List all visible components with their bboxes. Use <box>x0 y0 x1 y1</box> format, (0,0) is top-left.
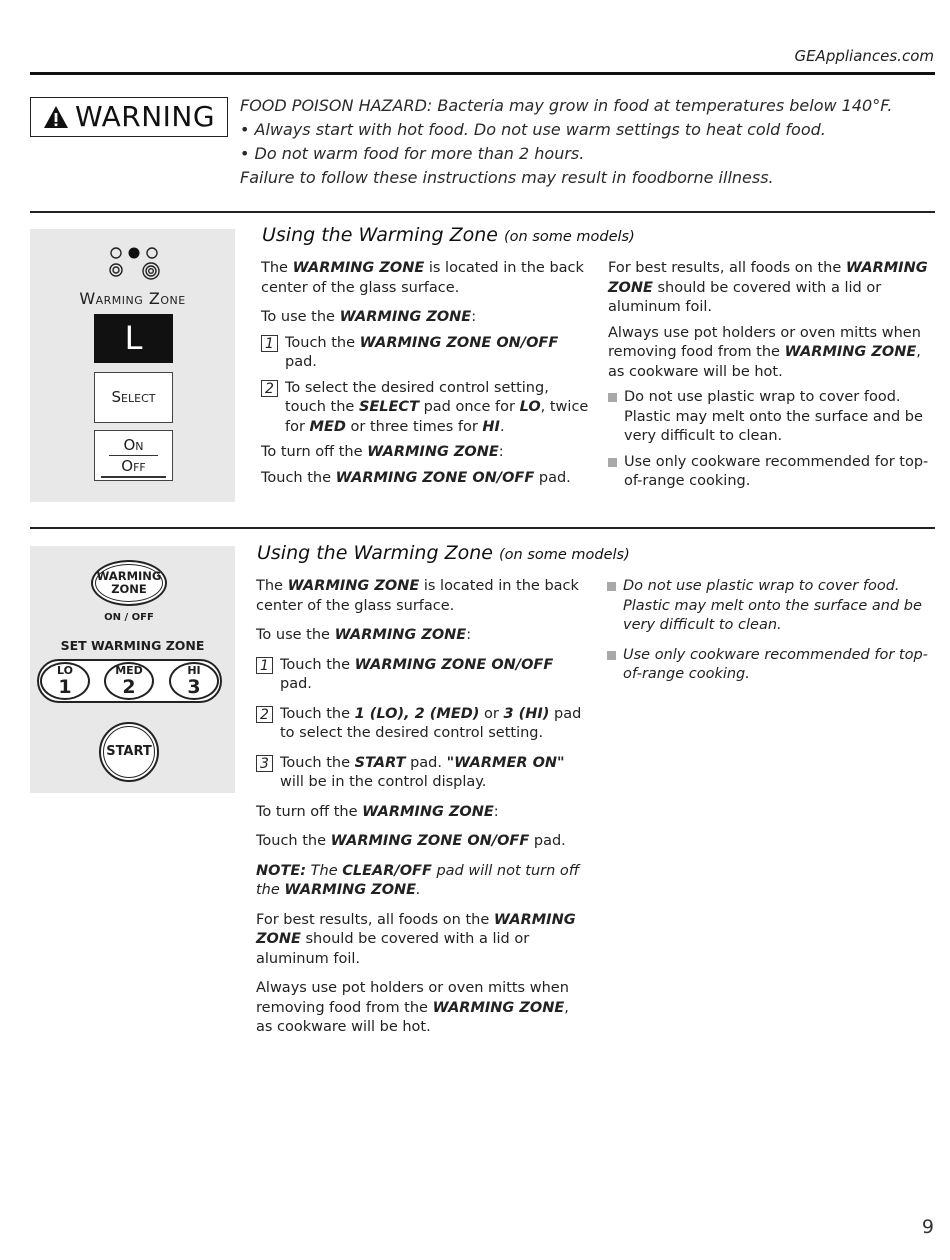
section2-right-column <box>607 577 937 691</box>
heading-text: Using the Warming Zone <box>262 224 498 246</box>
step-number: 3 <box>256 755 273 772</box>
bullet-item: Do not use plastic wrap to cover food. Plastic may melt onto the surface and be very difficult to clean. <box>607 577 937 636</box>
paragraph: To use the WARMING ZONE: <box>256 627 472 643</box>
level-lo-button[interactable]: LO 1 <box>40 662 90 700</box>
on-off-pad[interactable] <box>94 430 173 481</box>
section-heading <box>257 544 630 566</box>
section2-left-column <box>256 577 586 1048</box>
step-item: 1 Touch the WARMING ZONE ON/OFF pad. <box>261 334 591 373</box>
step-number: 2 <box>256 706 273 723</box>
warning-text <box>240 94 935 190</box>
warming-zone-button[interactable] <box>91 560 167 606</box>
warming-zone-label: Warming Zone <box>79 289 186 308</box>
warning-line: Failure to follow these instructions may result in foodborne illness. <box>240 168 774 187</box>
site-url: GEAppliances.com <box>794 47 934 65</box>
on-label: On <box>109 435 158 456</box>
start-button-face: START <box>103 726 155 778</box>
select-pad[interactable]: Select <box>94 372 173 423</box>
paragraph: To use the WARMING ZONE: <box>261 309 477 325</box>
paragraph: Always use pot holders or oven mitts when removing food from the WARMING ZONE, as cookware will be hot. <box>608 324 921 380</box>
paragraph: Always use pot holders or oven mitts when removing food from the WARMING ZONE, as cookware will be hot. <box>256 980 569 1035</box>
note-paragraph: NOTE: The CLEAR/OFF pad will not turn off the WARMING ZONE. <box>256 862 580 898</box>
bullet-square <box>608 458 617 467</box>
page-number: 9 <box>921 1216 934 1238</box>
off-label: Off <box>101 456 166 478</box>
step-item: 2 To select the desired control setting, touch the SELECT pad once for LO, twice for MED or three times for HI. <box>261 379 591 438</box>
burner-indicator-icon <box>108 246 160 280</box>
section-heading <box>262 226 635 248</box>
section-divider <box>30 211 935 213</box>
control-display: L <box>94 314 173 363</box>
section1-left-column <box>261 259 591 498</box>
level-hi-button[interactable]: HI 3 <box>169 662 219 700</box>
paragraph: For best results, all foods on the WARMING ZONE should be covered with a lid or aluminum foil. <box>608 260 928 315</box>
heading-sub: (on some models) <box>499 547 630 563</box>
warning-line: • Always start with hot food. Do not use warm settings to heat cold food. <box>240 120 826 139</box>
heading-sub: (on some models) <box>504 229 635 245</box>
step-number: 1 <box>256 657 273 674</box>
warning-line: FOOD POISON HAZARD: Bacteria may grow in food at temperatures below 140°F. <box>240 96 893 115</box>
paragraph: To turn off the WARMING ZONE: <box>256 803 499 820</box>
bullet-item: Do not use plastic wrap to cover food. Plastic may melt onto the surface and be very difficult to clean. <box>608 388 938 447</box>
warning-line: • Do not warm food for more than 2 hours. <box>240 144 585 163</box>
bullet-square <box>607 582 616 591</box>
section1-right-column <box>608 259 938 498</box>
paragraph: The WARMING ZONE is located in the back center of the glass surface. <box>256 578 579 614</box>
level-med-button[interactable]: MED 2 <box>104 662 154 700</box>
step-item: 3 Touch the START pad. "WARMER ON" will be in the control display. <box>256 754 586 793</box>
heading-text: Using the Warming Zone <box>257 542 493 564</box>
bullet-square <box>607 651 616 660</box>
paragraph: Touch the WARMING ZONE ON/OFF pad. <box>256 833 566 849</box>
section-divider <box>30 527 935 529</box>
step-number: 1 <box>261 335 278 352</box>
warning-label-text: WARNING <box>74 100 216 134</box>
bullet-item: Use only cookware recommended for top-of-range cooking. <box>608 453 938 492</box>
start-button[interactable] <box>99 722 159 782</box>
bullet-square <box>608 393 617 402</box>
bullet-item: Use only cookware recommended for top-of-range cooking. <box>607 646 937 685</box>
step-item: 2 Touch the 1 (LO), 2 (MED) or 3 (HI) pad to select the desired control setting. <box>256 705 586 744</box>
on-off-label: ON / OFF <box>104 612 154 623</box>
paragraph: To turn off the WARMING ZONE: <box>261 444 504 460</box>
warning-triangle-icon <box>43 105 69 129</box>
header-rule <box>30 72 935 75</box>
paragraph: Touch the WARMING ZONE ON/OFF pad. <box>261 469 571 486</box>
step-number: 2 <box>261 380 278 397</box>
paragraph: For best results, all foods on the WARMING ZONE should be covered with a lid or aluminum foil. <box>256 911 576 967</box>
warning-label <box>30 97 228 137</box>
step-item: 1 Touch the WARMING ZONE ON/OFF pad. <box>256 656 586 695</box>
warming-zone-button-face: WARMING ZONE <box>95 564 163 602</box>
paragraph: The WARMING ZONE is located in the back center of the glass surface. <box>261 260 584 296</box>
set-warming-zone-label: SET WARMING ZONE <box>60 638 205 653</box>
